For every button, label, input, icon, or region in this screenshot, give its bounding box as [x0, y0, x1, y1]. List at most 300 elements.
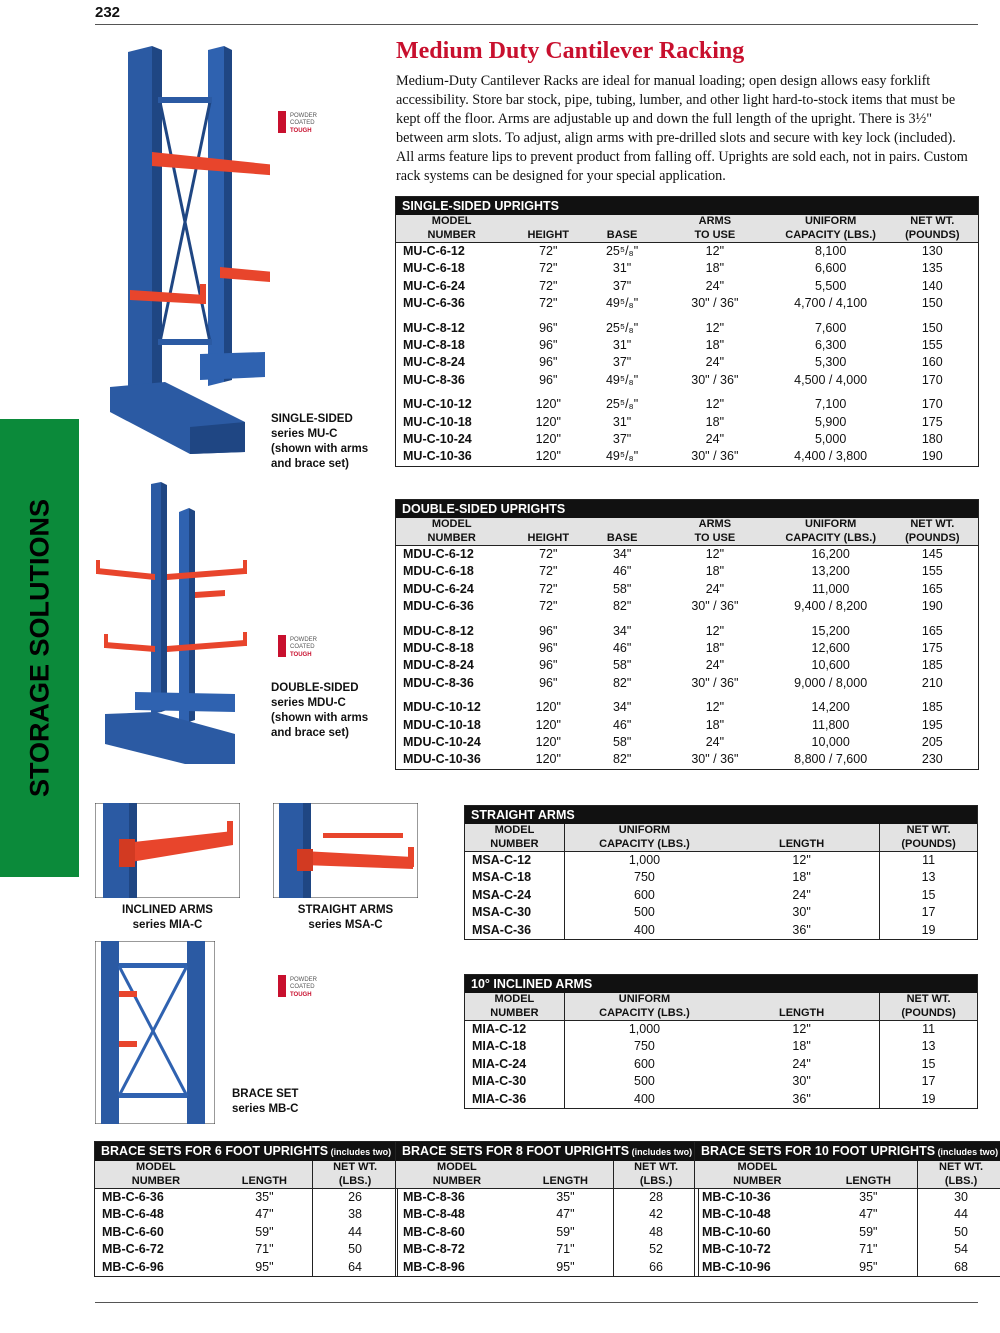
- table-cell: 72": [539, 261, 558, 276]
- double-sided-uprights-table: [395, 499, 979, 770]
- table-cell: 96": [539, 372, 558, 387]
- table-cell: 130: [921, 244, 943, 258]
- model-number-cell: MU-C-10-18: [403, 414, 472, 429]
- model-number-cell: MDU-C-6-12: [403, 547, 474, 561]
- table-row: [396, 1224, 699, 1241]
- table-cell: 11,000: [812, 581, 850, 596]
- table-cell: 170: [921, 397, 943, 412]
- table-cell: 72": [539, 547, 558, 561]
- table-cell: 49⁵/₈": [605, 449, 639, 464]
- svg-text:POWDER: POWDER: [290, 113, 317, 119]
- page-title: Medium Duty Cantilever Racking: [396, 38, 745, 64]
- table-cell: 95": [859, 1259, 878, 1274]
- table-cell: 64: [313, 1259, 398, 1277]
- table-cell: 8,800 / 7,600: [794, 752, 868, 767]
- model-number-cell: MB-C-10-48: [702, 1207, 771, 1222]
- table-cell: 600: [564, 887, 724, 904]
- table-title: BRACE SETS FOR 10 FOOT UPRIGHTS (includes two): [695, 1142, 1000, 1162]
- inclined-arms-caption: INCLINED ARMS series MIA-C: [122, 904, 213, 931]
- table-cell: 165: [921, 581, 943, 596]
- table-cell: 120": [535, 700, 561, 715]
- model-number-cell: MDU-C-8-12: [403, 623, 474, 638]
- column-header: MODEL NUMBER: [396, 1161, 518, 1189]
- table-cell: 72": [539, 296, 558, 311]
- svg-text:TOUGH: TOUGH: [290, 128, 312, 134]
- table-cell: 150: [921, 320, 943, 335]
- model-number-cell: MDU-C-10-36: [403, 752, 481, 767]
- table-cell: 600: [564, 1056, 724, 1073]
- table-cell: 44: [313, 1224, 398, 1241]
- model-number-cell: MSA-C-24: [472, 887, 532, 902]
- table-row: [396, 675, 979, 692]
- model-number-cell: MU-C-8-36: [403, 372, 465, 387]
- table-row: [95, 1259, 398, 1277]
- table-cell: 165: [921, 623, 943, 638]
- table-row: [95, 1224, 398, 1241]
- table-cell: 96": [539, 675, 558, 690]
- column-header: LENGTH: [518, 1161, 614, 1189]
- model-number-cell: MDU-C-8-24: [403, 658, 474, 673]
- table-cell: 10,600: [811, 658, 850, 673]
- table-cell: 96": [539, 338, 558, 353]
- table-cell: 13: [880, 1038, 978, 1055]
- table-cell: 26: [313, 1189, 398, 1207]
- model-number-cell: MB-C-10-36: [702, 1190, 771, 1204]
- table-row: [396, 1189, 699, 1207]
- column-header: UNIFORM CAPACITY (LBS.): [775, 518, 887, 546]
- model-number-cell: MDU-C-6-36: [403, 599, 474, 614]
- table-cell: 46": [612, 564, 632, 579]
- table-cell: 42: [614, 1206, 699, 1223]
- table-cell: 6,600: [814, 261, 847, 276]
- table-cell: 25⁵/₈": [605, 397, 639, 412]
- model-number-cell: MU-C-6-36: [403, 296, 465, 311]
- straight-arms-table: [464, 805, 978, 940]
- model-number-cell: MSA-C-18: [472, 870, 532, 885]
- model-number-cell: MU-C-10-12: [403, 397, 472, 412]
- table-row: [465, 887, 978, 904]
- column-header: ARMS TO USE: [655, 518, 775, 546]
- svg-text:POWDER: POWDER: [290, 977, 317, 983]
- table-row: [396, 431, 979, 448]
- table-cell: 13: [880, 869, 978, 886]
- table-cell: 30": [792, 1074, 811, 1089]
- table-cell: 71": [556, 1242, 575, 1257]
- table-cell: 35": [859, 1190, 878, 1204]
- intro-paragraph: Medium-Duty Cantilever Racks are ideal for manual loading; open design allows easy forklift accessibility. Store bar stock, pipe, tubing, lumber, and other light hard-to-stock items that must be kept off the floor. Arms are adjustable up and down the full length of the upright. There is 3½" between arm slots. To adjust, align arms with pre-drilled slots and secure with key lock (included). All arms feature lips to prevent product from falling off. Uprights are sold each, not in pairs. Custom rack systems can be designed for your special application.: [396, 73, 968, 184]
- table-cell: 18": [705, 414, 725, 429]
- column-header: ARMS TO USE: [655, 215, 775, 243]
- table-cell: 82": [612, 675, 632, 690]
- table-row: [396, 372, 979, 389]
- table-row: [95, 1206, 398, 1223]
- table-cell: 10,000: [811, 735, 850, 750]
- table-cell: 13,200: [811, 564, 850, 579]
- table-row: [396, 278, 979, 295]
- table-cell: 135: [921, 261, 943, 276]
- model-number-cell: MU-C-6-24: [403, 278, 465, 293]
- model-number-cell: MU-C-10-24: [403, 432, 472, 447]
- table-cell: 185: [921, 700, 943, 715]
- table-cell: 96": [539, 355, 558, 370]
- table-cell: 34": [612, 700, 632, 715]
- column-header: MODEL NUMBER: [695, 1161, 820, 1189]
- straight-arms-caption: STRAIGHT ARMS series MSA-C: [297, 904, 394, 931]
- table-cell: 12": [705, 244, 725, 258]
- column-header: NET WT. (POUNDS): [887, 518, 979, 546]
- table-cell: 12": [705, 547, 725, 561]
- model-number-cell: MU-C-8-18: [403, 338, 465, 353]
- table-cell: 11: [880, 1021, 978, 1039]
- table-cell: 150: [921, 296, 943, 311]
- table-cell: 12": [792, 853, 811, 867]
- table-cell: 24": [705, 355, 725, 370]
- table-cell: 120": [535, 752, 561, 767]
- column-header: HEIGHT: [507, 518, 589, 546]
- column-header: MODEL NUMBER: [465, 993, 565, 1021]
- svg-text:TOUGH: TOUGH: [290, 652, 312, 658]
- table-cell: 47": [255, 1207, 274, 1222]
- table-cell: 31": [612, 261, 632, 276]
- column-header: MODEL NUMBER: [95, 1161, 217, 1189]
- column-header: NET WT. (LBS.): [614, 1161, 699, 1189]
- table-row: [396, 1241, 699, 1258]
- brace-6ft-table: [94, 1141, 398, 1277]
- table-cell: 54: [918, 1241, 1000, 1258]
- model-number-cell: MIA-C-24: [472, 1056, 527, 1071]
- table-cell: 15: [880, 887, 978, 904]
- column-header: MODEL NUMBER: [396, 215, 508, 243]
- inclined-arms-image: [95, 803, 240, 898]
- table-title: 10° INCLINED ARMS: [465, 975, 978, 994]
- model-number-cell: MU-C-6-18: [403, 261, 465, 276]
- model-number-cell: MB-C-10-60: [702, 1224, 771, 1239]
- model-number-cell: MU-C-6-12: [403, 244, 465, 258]
- model-number-cell: MB-C-10-72: [702, 1242, 771, 1257]
- column-header: BASE: [589, 215, 655, 243]
- table-cell: 400: [564, 1091, 724, 1109]
- table-cell: 120": [535, 449, 561, 464]
- model-number-cell: MU-C-8-24: [403, 355, 465, 370]
- column-header: LENGTH: [724, 824, 880, 852]
- table-row: [396, 581, 979, 598]
- svg-text:TOUGH: TOUGH: [290, 992, 312, 998]
- model-number-cell: MSA-C-12: [472, 853, 532, 867]
- model-number-cell: MB-C-6-96: [102, 1259, 164, 1274]
- table-cell: 12": [705, 397, 725, 412]
- table-cell: 30" / 36": [691, 449, 739, 464]
- table-cell: 48: [614, 1224, 699, 1241]
- table-row: [695, 1241, 1000, 1258]
- table-cell: 12": [705, 623, 725, 638]
- column-header: UNIFORM CAPACITY (LBS.): [775, 215, 887, 243]
- powder-coated-badge: [278, 108, 330, 142]
- table-cell: 17: [880, 904, 978, 921]
- table-cell: 52: [614, 1241, 699, 1258]
- table-cell: 24": [705, 432, 725, 447]
- table-cell: 17: [880, 1073, 978, 1090]
- table-cell: 12,600: [811, 641, 850, 656]
- model-number-cell: MB-C-6-48: [102, 1207, 164, 1222]
- table-cell: 49⁵/₈": [605, 372, 639, 387]
- model-number-cell: MB-C-8-60: [403, 1224, 465, 1239]
- table-cell: 72": [539, 581, 558, 596]
- table-cell: 120": [535, 717, 561, 732]
- table-cell: 24": [792, 1056, 811, 1071]
- table-cell: 72": [539, 599, 558, 614]
- table-cell: 68: [918, 1259, 1000, 1277]
- table-cell: 7,600: [814, 320, 847, 335]
- brace-set-image: [95, 941, 215, 1124]
- column-header: NET WT. (LBS.): [313, 1161, 398, 1189]
- table-cell: 25⁵/₈": [605, 244, 639, 258]
- column-header: LENGTH: [820, 1161, 918, 1189]
- table-cell: 72": [539, 564, 558, 579]
- table-title: STRAIGHT ARMS: [465, 806, 978, 825]
- table-cell: 66: [614, 1259, 699, 1277]
- powder-coated-badge: [278, 632, 330, 666]
- single-sided-caption: SINGLE-SIDED series MU-C (shown with arms and brace set): [271, 413, 369, 470]
- table-cell: 37": [612, 355, 632, 370]
- table-row: [396, 414, 979, 431]
- table-row: [396, 751, 979, 769]
- table-title: DOUBLE-SIDED UPRIGHTS: [396, 500, 979, 519]
- table-cell: 11,800: [812, 717, 850, 732]
- table-cell: 195: [921, 717, 943, 732]
- table-cell: 18": [705, 641, 725, 656]
- table-cell: 5,900: [814, 414, 847, 429]
- table-cell: 12": [705, 320, 725, 335]
- model-number-cell: MB-C-6-72: [102, 1242, 164, 1257]
- table-cell: 120": [535, 735, 561, 750]
- table-cell: 190: [921, 599, 943, 614]
- table-cell: 185: [921, 658, 943, 673]
- table-cell: 9,000 / 8,000: [794, 675, 868, 690]
- table-row: [465, 904, 978, 921]
- side-tab-label: STORAGE SOLUTIONS: [24, 498, 54, 798]
- table-cell: 58": [612, 735, 632, 750]
- single-sided-rack-image: [100, 42, 270, 454]
- table-cell: 190: [921, 449, 943, 464]
- table-cell: 36": [792, 922, 811, 937]
- table-cell: 230: [921, 752, 943, 767]
- table-cell: 95": [255, 1259, 274, 1274]
- table-cell: 24": [705, 658, 725, 673]
- table-cell: 180: [921, 432, 943, 447]
- table-cell: 71": [859, 1242, 878, 1257]
- column-header: MODEL NUMBER: [396, 518, 508, 546]
- table-row: [695, 1206, 1000, 1223]
- table-cell: 160: [921, 355, 943, 370]
- table-row: [396, 354, 979, 371]
- table-cell: 72": [539, 244, 558, 258]
- table-row: [396, 563, 979, 580]
- model-number-cell: MB-C-6-36: [102, 1190, 164, 1204]
- table-cell: 4,500 / 4,000: [794, 372, 868, 387]
- svg-text:COATED: COATED: [290, 644, 315, 650]
- model-number-cell: MDU-C-10-18: [403, 717, 481, 732]
- table-row: [465, 1073, 978, 1090]
- table-cell: 8,100: [814, 244, 847, 258]
- column-header: UNIFORM CAPACITY (LBS.): [564, 993, 724, 1021]
- table-cell: 71": [255, 1242, 274, 1257]
- table-cell: 400: [564, 922, 724, 940]
- table-cell: 31": [612, 338, 632, 353]
- table-cell: 5,300: [814, 355, 847, 370]
- table-row: [95, 1241, 398, 1258]
- table-row: [465, 1056, 978, 1073]
- table-cell: 95": [556, 1259, 575, 1274]
- model-number-cell: MB-C-10-96: [702, 1259, 771, 1274]
- column-header: MODEL NUMBER: [465, 824, 565, 852]
- table-cell: 96": [539, 658, 558, 673]
- table-row: [396, 717, 979, 734]
- table-row: [396, 598, 979, 615]
- table-cell: 46": [612, 641, 632, 656]
- model-number-cell: MDU-C-10-12: [403, 700, 481, 715]
- model-number-cell: MB-C-8-72: [403, 1242, 465, 1257]
- table-cell: 59": [255, 1224, 274, 1239]
- table-cell: 14,200: [811, 700, 850, 715]
- table-cell: 9,400 / 8,200: [794, 599, 868, 614]
- table-row: [465, 852, 978, 870]
- table-cell: 500: [564, 1073, 724, 1090]
- table-cell: 35": [556, 1190, 575, 1204]
- table-cell: 50: [918, 1224, 1000, 1241]
- column-header: BASE: [589, 518, 655, 546]
- table-cell: 58": [612, 658, 632, 673]
- brace-8ft-table: [395, 1141, 699, 1277]
- column-header: NET WT. (POUNDS): [887, 215, 979, 243]
- table-cell: 30": [792, 905, 811, 920]
- table-cell: 500: [564, 904, 724, 921]
- brace-10ft-table: [694, 1141, 1000, 1277]
- model-number-cell: MSA-C-36: [472, 922, 532, 937]
- table-cell: 155: [921, 338, 943, 353]
- model-number-cell: MU-C-10-36: [403, 449, 472, 464]
- column-header: NET WT. (LBS.): [918, 1161, 1000, 1189]
- double-sided-caption: DOUBLE-SIDED series MDU-C (shown with arms and brace set): [271, 682, 369, 739]
- column-header: HEIGHT: [507, 215, 589, 243]
- table-row: [695, 1224, 1000, 1241]
- table-row: [465, 1091, 978, 1109]
- table-cell: 82": [612, 752, 632, 767]
- table-title: BRACE SETS FOR 6 FOOT UPRIGHTS (includes two): [95, 1142, 398, 1162]
- table-title: SINGLE-SIDED UPRIGHTS: [396, 197, 979, 216]
- table-cell: 750: [564, 1038, 724, 1055]
- table-row: [396, 640, 979, 657]
- table-row: [396, 692, 979, 716]
- table-row: [396, 313, 979, 337]
- table-cell: 30" / 36": [691, 296, 739, 311]
- table-cell: 35": [255, 1190, 274, 1204]
- model-number-cell: MIA-C-18: [472, 1039, 527, 1054]
- table-row: [465, 869, 978, 886]
- table-cell: 28: [614, 1189, 699, 1207]
- table-cell: 18": [705, 338, 725, 353]
- table-cell: 96": [539, 641, 558, 656]
- table-cell: 19: [880, 922, 978, 940]
- table-cell: 34": [612, 547, 632, 561]
- powder-coated-badge: [278, 972, 330, 1006]
- table-cell: 24": [792, 887, 811, 902]
- table-cell: 30" / 36": [691, 599, 739, 614]
- double-sided-rack-image: [95, 482, 255, 764]
- model-number-cell: MU-C-8-12: [403, 320, 465, 335]
- single-sided-uprights-table: [395, 196, 979, 467]
- column-header: NET WT. (POUNDS): [880, 993, 978, 1021]
- table-cell: 37": [612, 432, 632, 447]
- model-number-cell: MIA-C-36: [472, 1091, 527, 1106]
- table-cell: 38: [313, 1206, 398, 1223]
- table-cell: 7,100: [814, 397, 847, 412]
- table-row: [396, 1206, 699, 1223]
- table-row: [465, 1038, 978, 1055]
- table-cell: 16,200: [811, 547, 850, 561]
- table-cell: 30" / 36": [691, 675, 739, 690]
- table-cell: 155: [921, 564, 943, 579]
- table-cell: 59": [556, 1224, 575, 1239]
- table-row: [396, 260, 979, 277]
- table-cell: 37": [612, 278, 632, 293]
- table-cell: 46": [612, 717, 632, 732]
- model-number-cell: MB-C-6-60: [102, 1224, 164, 1239]
- column-header: LENGTH: [724, 993, 880, 1021]
- table-cell: 210: [921, 675, 943, 690]
- table-cell: 24": [705, 581, 725, 596]
- table-row: [396, 389, 979, 413]
- table-row: [695, 1259, 1000, 1277]
- table-row: [95, 1189, 398, 1207]
- table-cell: 140: [921, 278, 943, 293]
- table-cell: 36": [792, 1091, 811, 1106]
- table-row: [396, 337, 979, 354]
- table-cell: 18": [705, 261, 725, 276]
- table-cell: 58": [612, 581, 632, 596]
- table-row: [465, 1021, 978, 1039]
- table-row: [695, 1189, 1000, 1207]
- model-number-cell: MDU-C-6-24: [403, 581, 474, 596]
- table-cell: 96": [539, 623, 558, 638]
- model-number-cell: MDU-C-8-18: [403, 641, 474, 656]
- top-rule: [95, 24, 978, 25]
- table-cell: 1,000: [564, 852, 724, 870]
- table-cell: 82": [612, 599, 632, 614]
- column-header: LENGTH: [217, 1161, 313, 1189]
- table-cell: 34": [612, 623, 632, 638]
- table-title: BRACE SETS FOR 8 FOOT UPRIGHTS (includes two): [396, 1142, 699, 1162]
- table-row: [396, 448, 979, 466]
- table-cell: 5,500: [814, 278, 847, 293]
- table-row: [396, 243, 979, 261]
- table-row: [396, 657, 979, 674]
- bottom-rule: [95, 1302, 978, 1303]
- table-cell: 18": [792, 870, 811, 885]
- table-row: [396, 295, 979, 312]
- model-number-cell: MDU-C-10-24: [403, 735, 481, 750]
- model-number-cell: MDU-C-6-18: [403, 564, 474, 579]
- table-cell: 18": [792, 1039, 811, 1054]
- table-cell: 120": [535, 432, 561, 447]
- model-number-cell: MDU-C-8-36: [403, 675, 474, 690]
- table-cell: 11: [880, 852, 978, 870]
- table-cell: 47": [556, 1207, 575, 1222]
- table-cell: 15,200: [811, 623, 850, 638]
- table-cell: 6,300: [814, 338, 847, 353]
- table-cell: 4,400 / 3,800: [794, 449, 868, 464]
- table-cell: 59": [859, 1224, 878, 1239]
- table-cell: 72": [539, 278, 558, 293]
